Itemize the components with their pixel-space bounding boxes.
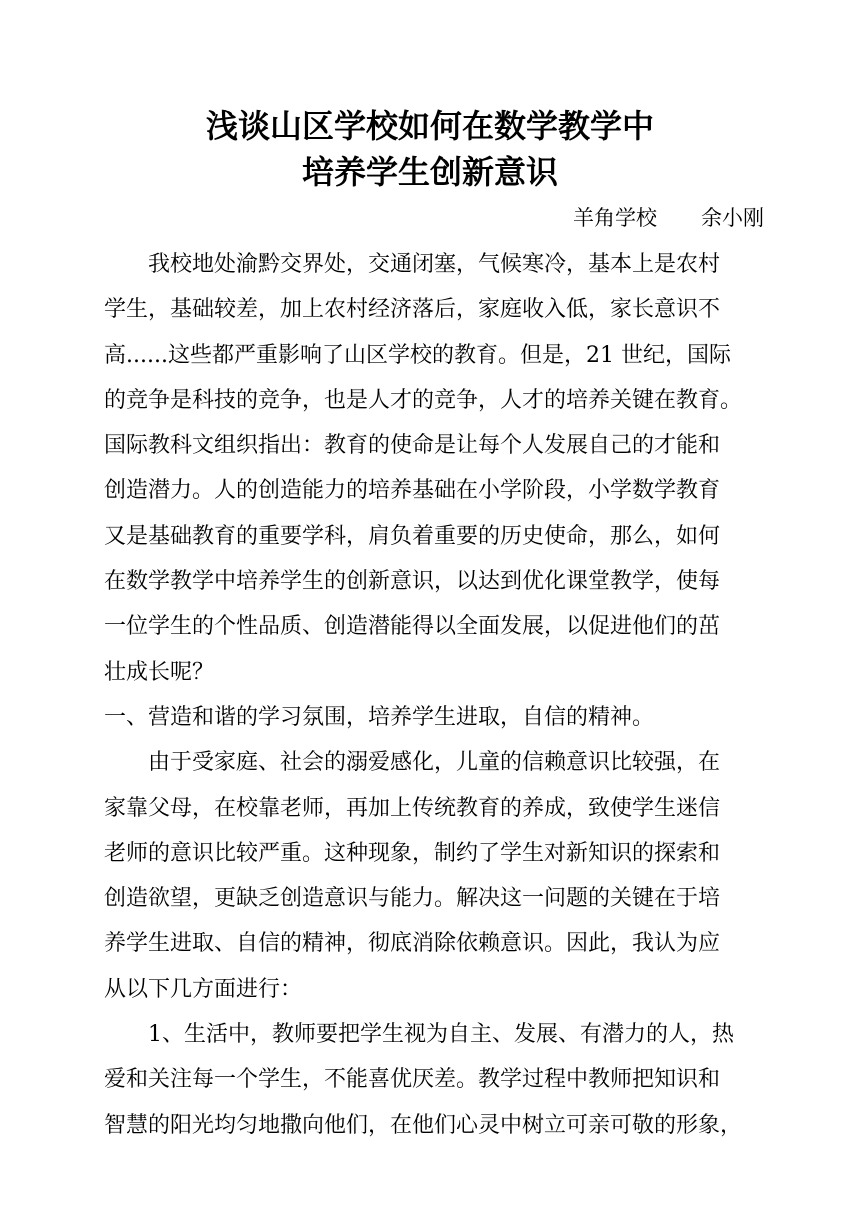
body-line: 一、营造和谐的学习氛围，培养学生进取，自信的精神。	[104, 704, 655, 730]
body-line: 1、生活中，教师要把学生视为自主、发展、有潜力的人，热	[148, 1022, 734, 1048]
body-line: 壮成长呢？	[104, 659, 215, 685]
byline	[573, 200, 764, 236]
body-line: 创造欲望，更缺乏创造意识与能力。解决这一问题的关键在于培	[104, 886, 721, 912]
body-line: 一位学生的个性品质、创造潜能得以全面发展，以促进他们的茁	[104, 614, 721, 640]
title-line-2: 培养学生创新意识	[301, 153, 558, 191]
body-line: 老师的意识比较严重。这种现象，制约了学生对新知识的探索和	[104, 840, 721, 866]
body-line: 学生，基础较差，加上农村经济落后，家庭收入低，家长意识不	[104, 297, 721, 323]
body-line: 创造潜力。人的创造能力的培养基础在小学阶段，小学数学教育	[104, 478, 721, 504]
author-name: 余小刚	[701, 206, 764, 230]
body-line: 的竞争是科技的竞争，也是人才的竞争，人才的培养关键在教育。	[104, 387, 743, 413]
body-line: 高......这些都严重影响了山区学校的教育。但是，21 世纪，国际	[104, 342, 731, 368]
body-line: 爱和关注每一个学生，不能喜优厌差。教学过程中教师把知识和	[104, 1067, 721, 1093]
body-text	[104, 242, 764, 1148]
school-name: 羊角学校	[573, 206, 657, 230]
body-line: 我校地处渝黔交界处，交通闭塞，气候寒冷，基本上是农村	[148, 252, 721, 277]
body-line: 家靠父母，在校靠老师，再加上传统教育的养成，致使学生迷信	[104, 795, 721, 821]
body-line: 国际教科文组织指出：教育的使命是让每个人发展自己的才能和	[104, 433, 721, 459]
body-line: 智慧的阳光均匀地撒向他们，在他们心灵中树立可亲可敬的形象，	[104, 1112, 743, 1138]
body-line: 由于受家庭、社会的溺爱感化，儿童的信赖意识比较强，在	[148, 750, 721, 776]
body-line: 在数学教学中培养学生的创新意识，以达到优化课堂教学，使每	[104, 569, 721, 595]
body-line: 养学生进取、自信的精神，彻底消除依赖意识。因此，我认为应	[104, 931, 721, 957]
body-line: 又是基础教育的重要学科，肩负着重要的历史使命，那么，如何	[104, 523, 721, 549]
body-line: 从以下几方面进行：	[104, 976, 303, 1002]
title-line-1: 浅谈山区学校如何在数学教学中	[205, 107, 654, 145]
